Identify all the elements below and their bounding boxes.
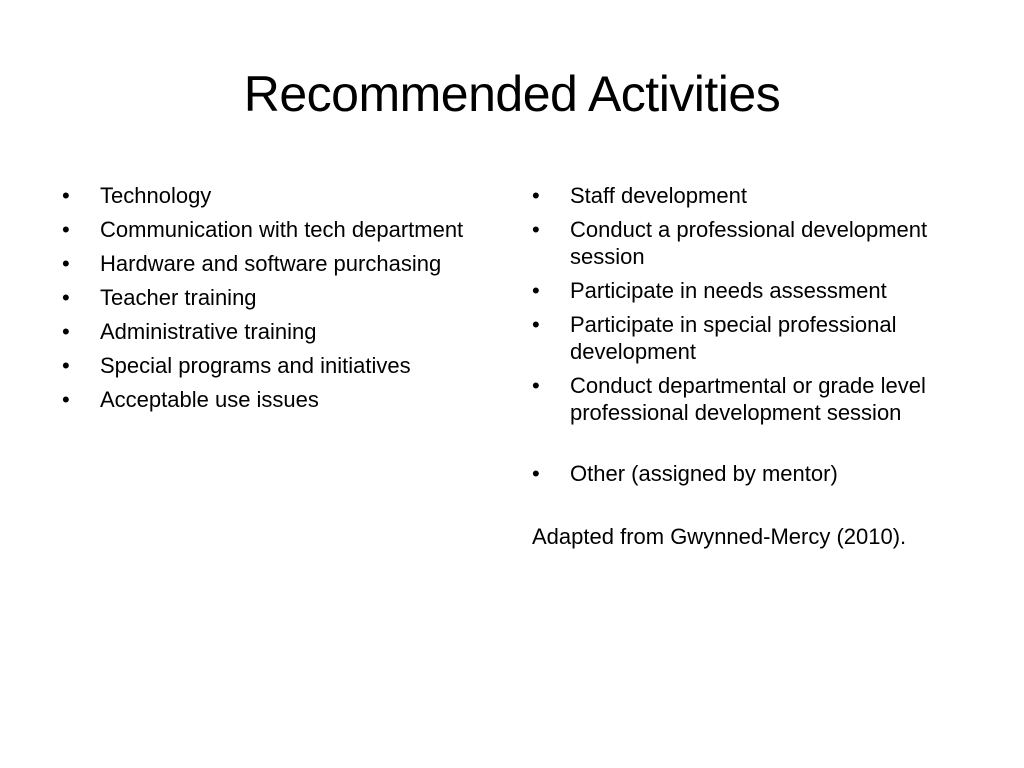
list-item bbox=[62, 318, 492, 345]
list-item bbox=[62, 182, 492, 209]
list-item-text: Other (assigned by mentor) bbox=[570, 461, 838, 486]
citation-note: Adapted from Gwynned-Mercy (2010). bbox=[532, 524, 907, 549]
bullet-icon: • bbox=[62, 353, 70, 378]
list-item-text: Staff development bbox=[570, 183, 747, 208]
list-item bbox=[62, 352, 492, 379]
list-item-text: Participate in special professional development bbox=[570, 312, 897, 364]
list-item-text: Acceptable use issues bbox=[100, 387, 319, 412]
list-item-text: Conduct a professional development session bbox=[570, 217, 928, 269]
bullet-icon: • bbox=[532, 217, 540, 242]
list-item-text: Participate in needs assessment bbox=[570, 278, 887, 303]
list-item-text: Technology bbox=[100, 183, 212, 208]
left-bullet-list bbox=[62, 182, 492, 413]
list-item bbox=[532, 277, 972, 304]
list-item-text: Conduct departmental or grade level professional development session bbox=[570, 373, 926, 425]
bullet-icon: • bbox=[532, 183, 540, 208]
bullet-icon: • bbox=[532, 278, 540, 303]
right-column bbox=[532, 182, 972, 550]
bullet-icon: • bbox=[62, 217, 70, 242]
left-column bbox=[62, 182, 492, 420]
list-item-text: Communication with tech department bbox=[100, 217, 464, 242]
list-item bbox=[62, 284, 492, 311]
bullet-icon: • bbox=[62, 183, 70, 208]
bullet-icon: • bbox=[62, 319, 70, 344]
list-item bbox=[532, 372, 972, 426]
list-item bbox=[532, 216, 972, 270]
list-item bbox=[532, 460, 972, 487]
list-item-text: Special programs and initiatives bbox=[100, 353, 411, 378]
bullet-icon: • bbox=[62, 387, 70, 412]
list-item-text: Administrative training bbox=[100, 319, 317, 344]
bullet-icon: • bbox=[532, 373, 540, 398]
bullet-icon: • bbox=[532, 461, 540, 486]
list-item bbox=[62, 386, 492, 413]
list-item bbox=[62, 250, 492, 277]
right-bullet-list bbox=[532, 182, 972, 487]
bullet-icon: • bbox=[62, 285, 70, 310]
slide-title: Recommended Activities bbox=[243, 66, 781, 122]
list-item bbox=[532, 182, 972, 209]
list-item-text: Teacher training bbox=[100, 285, 257, 310]
list-item bbox=[62, 216, 492, 243]
bullet-icon: • bbox=[62, 251, 70, 276]
list-item bbox=[532, 311, 972, 365]
bullet-icon: • bbox=[532, 312, 540, 337]
list-item-text: Hardware and software purchasing bbox=[100, 251, 442, 276]
